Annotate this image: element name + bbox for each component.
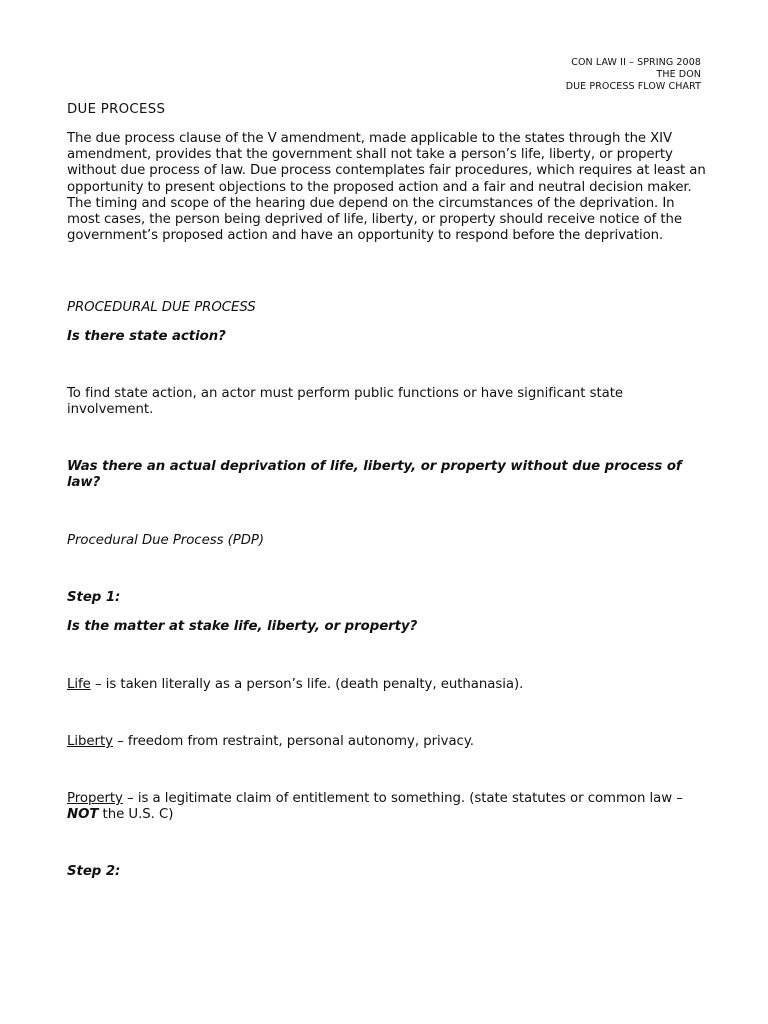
question-deprivation: Was there an actual deprivation of life, liberty, or property without due process of law? — [67, 459, 682, 491]
liberty-text: – freedom from restraint, personal autonomy, privacy. — [112, 734, 474, 749]
section-title: DUE PROCESS — [67, 102, 166, 117]
header-doc-title: DUE PROCESS FLOW CHART — [565, 81, 701, 92]
property-text-a: – is a legitimate claim of entitlement to something. (state statutes or common law – — [122, 791, 683, 806]
pdp-heading: Procedural Due Process (PDP) — [67, 533, 265, 548]
question-matter-at-stake: Is the matter at stake life, liberty, or property? — [67, 619, 418, 634]
life-text: – is taken literally as a person’s life. (death penalty, euthanasia). — [90, 677, 524, 692]
step-2-label: Step 2: — [67, 864, 121, 879]
state-action-text: To find state action, an actor must perform public functions or have significant state involvement. — [67, 386, 624, 418]
question-state-action: Is there state action? — [67, 329, 226, 344]
document-header — [566, 57, 701, 93]
property-emphasis: NOT — [67, 807, 99, 823]
life-term: Life — [67, 677, 91, 692]
property-text-b: the U.S. C) — [98, 807, 174, 823]
life-definition — [67, 677, 707, 693]
header-course: CON LAW II – SPRING 2008 — [571, 57, 701, 68]
intro-paragraph — [67, 131, 707, 244]
intro-paragraph-text: The due process clause of the V amendment, made applicable to the states through the XIV amendment, provides that the government shall not take a person’s life, liberty, or property without due process of law. Due process contemplates fair procedures, which requires at least an opportunity to present objections to the proposed action and a fair and neutral decision maker. The timing and scope of the hearing due depend on the circumstances of the deprivation. In most cases, the person being deprived of life, liberty, or property should receive notice of the government’s proposed action and have an opportunity to respond before the deprivation. — [67, 131, 706, 244]
step-1-label: Step 1: — [67, 590, 121, 605]
liberty-definition — [67, 734, 707, 750]
procedural-heading: PROCEDURAL DUE PROCESS — [67, 300, 256, 315]
property-definition — [67, 791, 707, 823]
property-term: Property — [67, 791, 123, 806]
header-author: THE DON — [656, 69, 701, 80]
liberty-term: Liberty — [67, 734, 113, 749]
